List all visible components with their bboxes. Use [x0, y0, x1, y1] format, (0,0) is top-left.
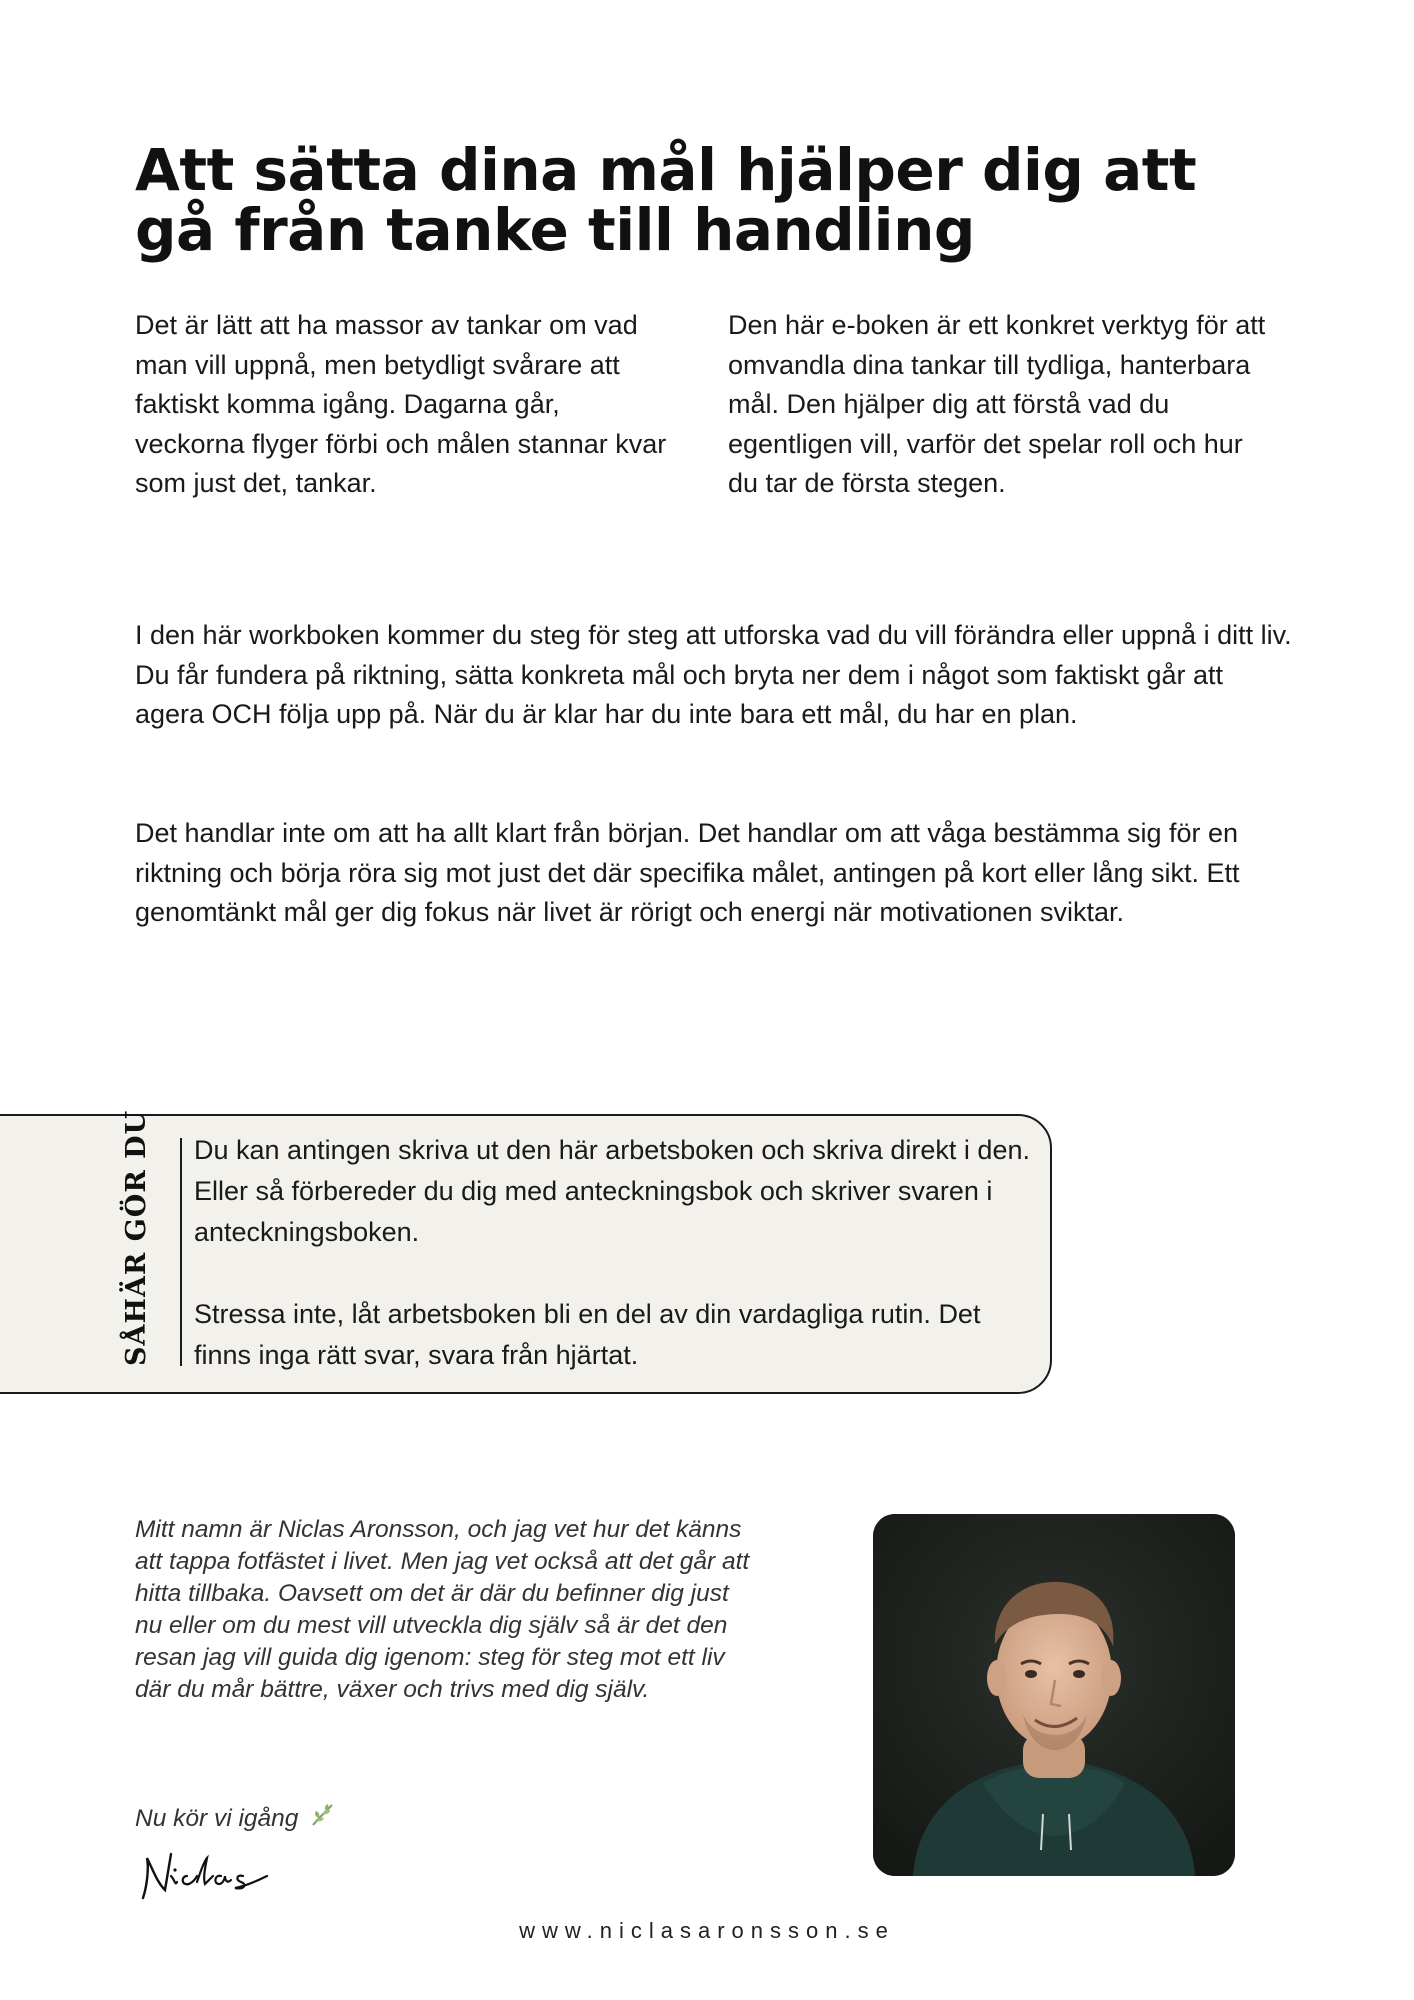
author-portrait-photo	[873, 1514, 1235, 1876]
handwritten-signature	[135, 1846, 285, 1906]
callout-spacer	[194, 1253, 1044, 1294]
signoff-text: Nu kör vi igång	[135, 1804, 299, 1832]
body-paragraph-2: Det handlar inte om att ha allt klart från början. Det handlar om att våga bestämma sig för en riktning och börja röra sig mot just det där specifika målet, antingen på kort eller lång sikt. Ett genomtänkt mål ger dig fokus när livet är rörigt och energi när motivationen sviktar.	[135, 818, 1240, 927]
intro-right-paragraph: Den här e-boken är ett konkret verktyg för att omvandla dina tankar till tydliga, hanterbara mål. Den hjälper dig att förstå vad du egentligen vill, varför det spelar roll och hur du tar de första stegen.	[728, 310, 1266, 498]
callout-text	[194, 1130, 1044, 1376]
callout-divider	[180, 1138, 182, 1366]
page-title: Att sätta dina mål hjälper dig att gå från tanke till handling	[135, 136, 1197, 264]
author-bio: Mitt namn är Niclas Aronsson, och jag vet hur det känns att tappa fotfästet i livet. Men jag vet också att det går att hitta tillbaka. Oavsett om det är där du befinner dig just nu eller om du mest vill utveckla dig själv så är det den resan jag vill guida dig igenom: steg för steg mot ett liv där du mår bättre, växer och trivs med dig själv.	[135, 1516, 750, 1703]
signoff-line	[135, 1802, 335, 1837]
callout-paragraph-1: Du kan antingen skriva ut den här arbetsboken och skriva direkt i den. Eller så förbereder du dig med anteckningsbok och skriver svaren i anteckningsboken.	[194, 1135, 1030, 1247]
callout-paragraph-2: Stressa inte, låt arbetsboken bli en del av din vardagliga rutin. Det finns inga rätt svar, svara från hjärtat.	[194, 1299, 981, 1370]
callout-vertical-label: SÅHÄR GÖR DU	[121, 1109, 152, 1366]
body-paragraph-1: I den här workboken kommer du steg för steg att utforska vad du vill förändra eller uppnå i ditt liv. Du får fundera på riktning, sätta konkreta mål och bryta ner dem i något som faktiskt går att agera OCH följa upp på. När du är klar har du inte bara ett mål, du har en plan.	[135, 620, 1292, 729]
footer-website-url: www.niclasaronsson.se	[519, 1918, 895, 1943]
intro-left-paragraph: Det är lätt att ha massor av tankar om vad man vill uppnå, men betydligt svårare att faktiskt komma igång. Dagarna går, veckorna flyger förbi och målen stannar kvar som just det, tankar.	[135, 310, 667, 498]
leaf-icon	[309, 1802, 335, 1837]
